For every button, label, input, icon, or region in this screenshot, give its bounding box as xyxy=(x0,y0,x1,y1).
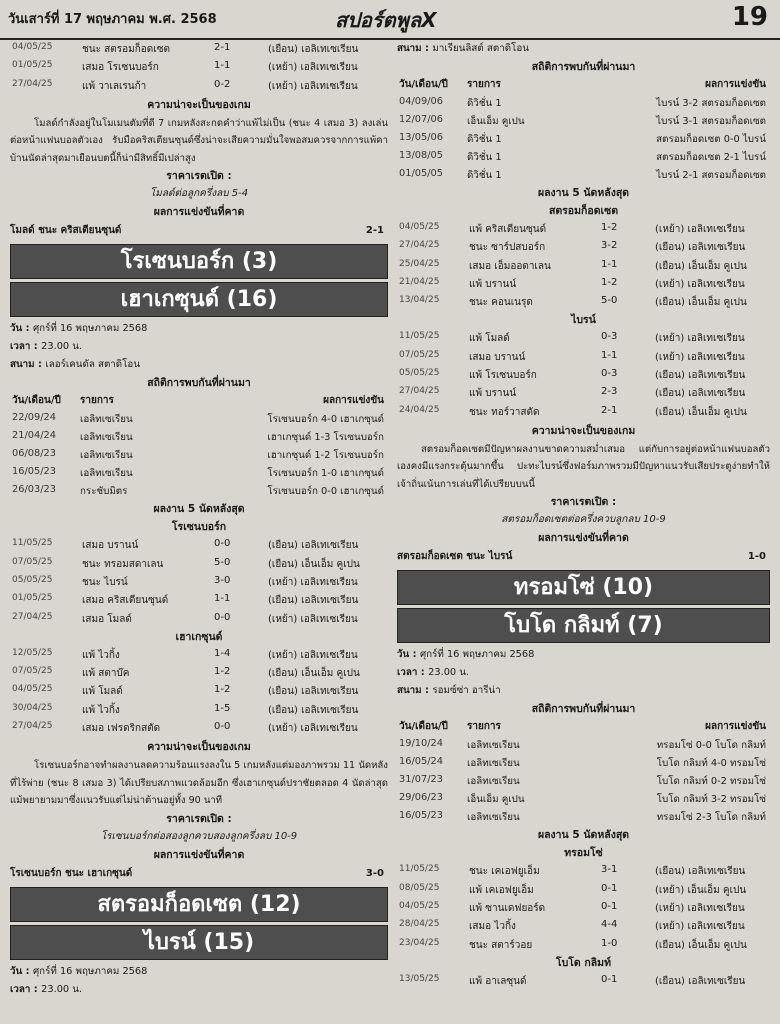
form-date: 24/04/25 xyxy=(399,404,440,415)
form-score: 1-1 xyxy=(214,593,231,605)
form-team-heading: ไบรน์ xyxy=(571,314,596,327)
odds-value: โรเซนบอร์กต่อสองลูกควบสองลูกครึ่งลบ 10-9 xyxy=(100,830,298,842)
form-score: 0-1 xyxy=(601,973,618,985)
h2h-row xyxy=(397,112,770,130)
page-number: 19 xyxy=(731,2,768,32)
prediction-heading: ผลการแข่งขันที่คาด xyxy=(153,848,245,861)
form-venue: (เยือน) เอลิเทเซเรียน xyxy=(655,975,746,987)
h2h-col-comp: รายการ xyxy=(467,79,501,90)
prediction-heading: ผลการแข่งขันที่คาด xyxy=(153,206,245,219)
form-opponent: แพ้ สตาบ๊ค xyxy=(82,668,130,680)
form-venue: (เยือน) เอลิเทเซเรียน xyxy=(655,370,746,382)
form-venue: (เหย้า) เอลิเทเซเรียน xyxy=(268,62,358,74)
probability-text: โรเซนบอร์กอาจทำผลงานลดความร้อนแรงลงใน 5 เกมหลังแต่มองภาพรวม 11 นัดหลังที่ไร้พ่าย (ชนะ 8 เสมอ 3) ได้เปรียบสภาพแวดล้อมอีก ซึ่งเฮาเกซุนด์ปราชัยตลอด 4 นัดล่าสุดแม้พยายามมาซึ่งแนวรับแต่ไม่น่าต้านอยู่ทั้ง 90 นาที xyxy=(10,760,388,807)
match-venue-value: รอมซ์ซ่า อารีน่า xyxy=(432,685,501,697)
form-row xyxy=(10,58,388,76)
form-row xyxy=(10,646,388,664)
form-score: 1-2 xyxy=(601,276,618,288)
h2h-comp: เอ็นเอ็ม คูเปน xyxy=(467,794,525,806)
h2h-col-comp: รายการ xyxy=(80,395,114,407)
h2h-col-date: วัน/เดือน/ปี xyxy=(399,721,448,733)
h2h-result: เฮาเกซุนด์ 1-2 โรเซนบอร์ก xyxy=(267,450,384,462)
form-venue: (เหย้า) เอลิเทเซเรียน xyxy=(268,576,358,588)
h2h-comp: เอลิทเซเรียน xyxy=(80,450,133,462)
form-date: 27/04/25 xyxy=(12,611,53,622)
form-score: 2-3 xyxy=(601,386,618,398)
h2h-row xyxy=(10,464,388,482)
form-date: 27/04/25 xyxy=(12,78,53,89)
team-banner-home: สตรอมก็อดเซต (12) xyxy=(10,887,388,922)
form-score: 5-0 xyxy=(601,295,618,307)
h2h-col-result: ผลการแข่งขัน xyxy=(323,395,384,407)
h2h-comp: ดิวิชั่น 1 xyxy=(467,152,502,163)
h2h-date: 16/05/23 xyxy=(12,466,56,478)
match-day xyxy=(10,320,388,338)
form-score: 2-1 xyxy=(214,42,231,53)
form-date: 07/05/25 xyxy=(12,556,53,567)
probability-heading: ความน่าจะเป็นของเกม xyxy=(531,424,636,437)
probability-text: โมลด์กำลังอยู่ในโมเมนตัมที่ดี 7 เกมหลังสะกดคำว่าแพ้ไม่เป็น (ชนะ 4 เสมอ 3) ลงเล่นต่อหน้าแฟนบอลตัวเอง รับมือคริสเตียนซุนด์ซึ่งน่าจะเสียความมั่นใจพอสมควรจากการแพ้คาบ้านนัดล่าสุดมาเยือนบตนี้ก็น่ามีสิทธิ์มีเปล่าสูง xyxy=(10,117,388,164)
h2h-col-result: ผลการแข่งขัน xyxy=(705,79,766,90)
form-score: 0-0 xyxy=(214,538,231,550)
form-venue: (เหย้า) เอลิเทเซเรียน xyxy=(655,333,745,345)
form-row xyxy=(397,257,770,275)
h2h-col-date: วัน/เดือน/ปี xyxy=(12,395,61,407)
form-opponent: ชนะ สตรอมก็อดเซต xyxy=(82,44,170,55)
h2h-result: ทรอมโซ่ 0-0 โบโด กลิมท์ xyxy=(656,740,766,752)
form-venue: (เหย้า) เอลิเทเซเรียน xyxy=(268,723,358,735)
form-row xyxy=(10,573,388,591)
h2h-row xyxy=(397,790,770,808)
form-row xyxy=(397,862,770,880)
h2h-row xyxy=(10,428,388,446)
form-score: 1-1 xyxy=(601,349,618,361)
form-date: 04/05/25 xyxy=(399,901,440,912)
h2h-comp: เอลิทเซเรียน xyxy=(467,758,520,770)
h2h-date: 26/03/23 xyxy=(12,484,56,496)
h2h-date: 13/08/05 xyxy=(399,150,443,161)
form-score: 1-2 xyxy=(214,666,231,678)
h2h-date: 12/07/06 xyxy=(399,114,443,125)
form-date: 04/05/25 xyxy=(399,222,440,232)
match-time xyxy=(10,338,388,356)
form-venue: (เยือน) เอลิเทเซเรียน xyxy=(268,704,359,716)
form-team-heading: ทรอมโซ่ xyxy=(564,847,603,860)
form-score: 0-1 xyxy=(601,901,618,913)
h2h-heading: สถิติการพบกันที่ผ่านมา xyxy=(531,61,636,73)
h2h-comp: เอลิทเซเรียน xyxy=(467,776,520,788)
form-date: 05/05/25 xyxy=(399,368,440,379)
match-time xyxy=(10,981,388,999)
form-row xyxy=(397,972,770,990)
h2h-comp: เอลิทเซเรียน xyxy=(467,740,520,752)
form-date: 27/04/25 xyxy=(399,386,440,397)
form-team-heading: เฮาเกซุนด์ xyxy=(175,630,223,643)
form-date: 07/05/25 xyxy=(12,666,53,677)
h2h-date: 13/05/06 xyxy=(399,132,443,143)
form-opponent: ชนะ ไบรน์ xyxy=(82,576,128,588)
h2h-date: 21/04/24 xyxy=(12,430,56,442)
h2h-result: สตรอมก็อดเซต 2-1 ไบรน์ xyxy=(656,152,766,163)
form-opponent: แพ้ โมลด์ xyxy=(469,333,510,345)
form-opponent: ชนะ คอนเนรุด xyxy=(469,297,533,309)
h2h-date: 06/08/23 xyxy=(12,448,56,460)
match-day xyxy=(10,963,388,981)
match-day-value: ศุกร์ที่ 16 พฤษภาคม 2568 xyxy=(32,323,148,335)
form-row xyxy=(397,238,770,256)
h2h-comp: ดิวิชั่น 1 xyxy=(467,98,502,109)
match-day-label: วัน : xyxy=(10,965,30,977)
h2h-comp: กระชับมิตร xyxy=(80,486,128,498)
form-date: 11/05/25 xyxy=(399,331,440,342)
form-date: 23/04/25 xyxy=(399,937,440,948)
odds-value: โมลด์ต่อลูกครึ่งลบ 5-4 xyxy=(149,188,249,200)
form-date: 25/04/25 xyxy=(399,258,440,269)
form-row xyxy=(10,77,388,95)
probability-heading: ความน่าจะเป็นของเกม xyxy=(147,98,251,111)
form-score: 1-2 xyxy=(601,222,618,233)
h2h-date: 16/05/24 xyxy=(399,756,443,768)
form-row xyxy=(397,403,770,421)
form-score: 1-0 xyxy=(601,937,618,949)
match-day-label: วัน : xyxy=(10,323,30,335)
h2h-row xyxy=(397,94,770,112)
form-opponent: เสมอ เฟรดริกสตัด xyxy=(82,723,161,735)
form-opponent: เสมอ โมลด์ xyxy=(82,613,132,625)
form-opponent: แพ้ โรเซนบอร์ก xyxy=(469,370,537,382)
prediction-score: 3-0 xyxy=(365,867,384,879)
form-opponent: แพ้ อาเลซุนด์ xyxy=(469,975,527,987)
h2h-col-result: ผลการแข่งขัน xyxy=(705,721,766,733)
match-venue xyxy=(397,682,770,700)
h2h-comp: เอ็นเอ็ม คูเปน xyxy=(467,116,525,127)
form-opponent: ชนะ ทอร์วาสตัด xyxy=(469,406,540,418)
h2h-row xyxy=(397,736,770,754)
form-row xyxy=(397,917,770,935)
h2h-result: โบโด กลิมท์ 4-0 ทรอมโซ่ xyxy=(656,758,766,770)
form-row xyxy=(397,936,770,954)
form-date: 05/05/25 xyxy=(12,574,53,585)
form-venue: (เหย้า) เอ็นเอ็ม คูเปน xyxy=(655,884,747,896)
h2h-result: สตรอมก็อดเซต 0-0 ไบรน์ xyxy=(656,134,766,145)
form-opponent: แพ้ ซานเดฟยอร์ด xyxy=(469,903,546,915)
h2h-heading: สถิติการพบกันที่ผ่านมา xyxy=(531,703,636,716)
team-banner-away: เฮาเกซุนด์ (16) xyxy=(10,282,388,317)
h2h-comp: เอลิทเซเรียน xyxy=(467,812,520,824)
form-opponent: เสมอ บรานน์ xyxy=(469,351,526,363)
form-heading: ผลงาน 5 นัดหลังสุด xyxy=(537,829,630,842)
form-opponent: เสมอ คริสเตียนซุนด์ xyxy=(82,595,169,607)
form-venue: (เยือน) เอ็นเอ็ม คูเปน xyxy=(268,668,360,680)
form-row xyxy=(10,40,388,58)
form-score: 1-4 xyxy=(214,647,231,659)
form-venue: (เหย้า) เอลิเทเซเรียน xyxy=(655,278,745,290)
match-day-value: ศุกร์ที่ 16 พฤษภาคม 2568 xyxy=(32,965,148,977)
prediction-text: โมลด์ ชนะ คริสเตียนซุนด์ xyxy=(10,225,122,237)
form-date: 13/05/25 xyxy=(399,973,440,984)
form-row xyxy=(10,555,388,573)
prediction-heading: ผลการแข่งขันที่คาด xyxy=(538,532,629,545)
form-venue: (เยือน) เอลิเทเซเรียน xyxy=(268,595,359,607)
form-row xyxy=(397,881,770,899)
form-score: 0-3 xyxy=(601,331,618,343)
match-time-value: 23.00 น. xyxy=(41,341,83,353)
h2h-result: ไบรน์ 2-1 สตรอมก็อดเซต xyxy=(656,170,766,181)
h2h-result: เฮาเกซุนด์ 1-3 โรเซนบอร์ก xyxy=(267,432,384,444)
h2h-comp: เอลิทเซเรียน xyxy=(80,432,133,444)
match-time-value: 23.00 น. xyxy=(41,983,83,995)
h2h-result: ไบรน์ 3-2 สตรอมก็อดเซต xyxy=(656,98,766,109)
form-opponent: แพ้ บรานน์ xyxy=(469,388,517,400)
page-header xyxy=(0,0,780,40)
h2h-comp: เอลิทเซเรียน xyxy=(80,468,133,480)
right-column xyxy=(397,40,770,990)
form-venue: (เยือน) เอลิเทเซเรียน xyxy=(268,44,359,55)
form-date: 01/05/25 xyxy=(12,60,53,71)
form-date: 27/04/25 xyxy=(12,721,53,732)
form-score: 0-2 xyxy=(214,78,231,90)
form-venue: (เหย้า) เอลิเทเซเรียน xyxy=(268,649,358,661)
form-date: 13/04/25 xyxy=(399,295,440,306)
form-row xyxy=(10,701,388,719)
form-venue: (เหย้า) เอลิเทเซเรียน xyxy=(655,224,745,235)
form-score: 0-0 xyxy=(214,611,231,623)
form-venue: (เยือน) เอลิเทเซเรียน xyxy=(655,866,746,878)
match-time-label: เวลา : xyxy=(10,983,38,995)
h2h-row xyxy=(397,166,770,184)
form-date: 08/05/25 xyxy=(399,882,440,893)
form-score: 0-1 xyxy=(601,882,618,894)
form-opponent: เสมอ บรานน์ xyxy=(82,540,139,552)
h2h-row xyxy=(397,148,770,166)
form-date: 11/05/25 xyxy=(399,864,440,875)
form-team-heading: โบโด กลิมท์ xyxy=(555,956,612,969)
h2h-row xyxy=(397,808,770,826)
form-row xyxy=(397,348,770,366)
form-opponent: แพ้ โมลด์ xyxy=(82,686,123,698)
form-opponent: แพ้ เคเอฟยูเอ็ม xyxy=(469,884,534,896)
form-row xyxy=(10,664,388,682)
match-venue xyxy=(397,40,770,58)
form-score: 2-1 xyxy=(601,404,618,416)
prediction-text: สตรอมก็อดเซต ชนะ ไบรน์ xyxy=(397,551,513,563)
form-score: 3-1 xyxy=(601,864,618,876)
odds-heading: ราคาเรตเปิด : xyxy=(550,496,617,509)
h2h-table-header xyxy=(397,718,770,736)
match-time xyxy=(397,664,770,682)
form-date: 28/04/25 xyxy=(399,919,440,930)
prediction-line xyxy=(10,221,388,241)
form-date: 04/05/25 xyxy=(12,684,53,695)
h2h-row xyxy=(10,446,388,464)
h2h-row xyxy=(10,482,388,500)
h2h-table-header xyxy=(10,392,388,410)
form-heading: ผลงาน 5 นัดหลังสุด xyxy=(153,503,245,516)
form-opponent: ชนะ สตาร์วอย xyxy=(469,939,533,951)
team-banner-away: ไบรน์ (15) xyxy=(10,925,388,960)
prediction-score: 2-1 xyxy=(365,225,384,237)
form-opponent: แพ้ บรานน์ xyxy=(469,278,517,290)
match-time-value: 23.00 น. xyxy=(428,667,470,679)
h2h-date: 31/07/23 xyxy=(399,774,443,786)
prediction-line xyxy=(397,547,770,567)
probability-heading: ความน่าจะเป็นของเกม xyxy=(147,741,251,754)
form-row xyxy=(10,610,388,628)
form-score: 1-2 xyxy=(214,684,231,696)
form-venue: (เหย้า) เอลิเทเซเรียน xyxy=(268,80,358,92)
form-venue: (เหย้า) เอลิเทเซเรียน xyxy=(655,921,745,933)
match-time-label: เวลา : xyxy=(10,341,38,353)
h2h-col-date: วัน/เดือน/ปี xyxy=(399,79,448,90)
form-row xyxy=(397,384,770,402)
h2h-row xyxy=(397,130,770,148)
h2h-date: 22/09/24 xyxy=(12,412,56,424)
h2h-date: 19/10/24 xyxy=(399,738,443,750)
form-row xyxy=(397,329,770,347)
form-venue: (เหย้า) เอลิเทเซเรียน xyxy=(655,351,745,363)
form-row xyxy=(10,682,388,700)
form-opponent: เสมอ โรเซนบอร์ก xyxy=(82,62,159,74)
left-column xyxy=(10,40,388,999)
form-date: 07/05/25 xyxy=(399,349,440,360)
h2h-result: โรเซนบอร์ก 4-0 เฮาเกซุนด์ xyxy=(267,414,384,426)
form-date: 12/05/25 xyxy=(12,647,53,658)
form-venue: (เหย้า) เอลิเทเซเรียน xyxy=(655,903,745,915)
h2h-table-header xyxy=(397,76,770,94)
form-opponent: ชนะ ซาร์ปสบอร์ก xyxy=(469,242,546,254)
h2h-row xyxy=(397,754,770,772)
form-venue: (เยือน) เอ็นเอ็ม คูเปน xyxy=(655,260,747,272)
form-row xyxy=(397,366,770,384)
h2h-comp: ดิวิชั่น 1 xyxy=(467,134,502,145)
form-venue: (เยือน) เอลิเทเซเรียน xyxy=(268,686,359,698)
h2h-comp: ดิวิชั่น 1 xyxy=(467,170,502,181)
odds-heading: ราคาเรตเปิด : xyxy=(166,170,232,183)
h2h-result: โบโด กลิมท์ 0-2 ทรอมโซ่ xyxy=(656,776,766,788)
form-row xyxy=(10,536,388,554)
form-venue: (เยือน) เอ็นเอ็ม คูเปน xyxy=(655,939,747,951)
match-day xyxy=(397,646,770,664)
form-score: 1-1 xyxy=(214,60,231,72)
prediction-text: โรเซนบอร์ก ชนะ เฮาเกซุนด์ xyxy=(10,867,133,879)
form-row xyxy=(397,220,770,238)
form-score: 1-1 xyxy=(601,258,618,270)
form-score: 4-4 xyxy=(601,919,618,931)
form-venue: (เยือน) เอลิเทเซเรียน xyxy=(655,242,746,254)
form-date: 11/05/25 xyxy=(12,538,53,549)
form-score: 5-0 xyxy=(214,556,231,568)
match-venue-label: สนาม : xyxy=(397,43,429,54)
form-opponent: แพ้ ไวกิ้ง xyxy=(82,704,120,716)
form-date: 01/05/25 xyxy=(12,593,53,604)
h2h-heading: สถิติการพบกันที่ผ่านมา xyxy=(147,377,251,390)
team-banner-home: โรเซนบอร์ก (3) xyxy=(10,244,388,279)
form-opponent: แพ้ วาเลเรนก้า xyxy=(82,80,147,92)
h2h-result: ทรอมโซ่ 2-3 โบโด กลิมท์ xyxy=(656,812,766,824)
form-score: 3-0 xyxy=(214,574,231,586)
form-date: 30/04/25 xyxy=(12,702,53,713)
form-opponent: เสมอ ไวกิ้ง xyxy=(469,921,516,933)
match-venue-value: เลอร์เคนดัล สตาดิโอน xyxy=(45,359,141,371)
h2h-comp: เอลิทเซเรียน xyxy=(80,414,133,426)
form-date: 27/04/25 xyxy=(399,240,440,251)
h2h-row xyxy=(10,410,388,428)
match-day-value: ศุกร์ที่ 16 พฤษภาคม 2568 xyxy=(419,649,535,661)
form-date: 04/05/25 xyxy=(12,42,53,52)
form-venue: (เยือน) เอลิเทเซเรียน xyxy=(655,388,746,400)
form-heading: ผลงาน 5 นัดหลังสุด xyxy=(537,187,630,199)
form-opponent: เสมอ เอ็มออดาเลน xyxy=(469,260,551,272)
form-venue: (เยือน) เอ็นเอ็ม คูเปน xyxy=(268,558,360,570)
form-date: 21/04/25 xyxy=(399,276,440,287)
form-opponent: ชนะ เคเอฟยูเอ็ม xyxy=(469,866,540,878)
form-score: 0-0 xyxy=(214,721,231,733)
form-row xyxy=(397,899,770,917)
form-opponent: แพ้ ไวกิ้ง xyxy=(82,649,120,661)
h2h-result: โรเซนบอร์ก 0-0 เฮาเกซุนด์ xyxy=(267,486,384,498)
form-team-heading: โรเซนบอร์ก xyxy=(171,521,227,534)
form-venue: (เหย้า) เอลิเทเซเรียน xyxy=(268,613,358,625)
match-venue xyxy=(10,356,388,374)
h2h-date: 16/05/23 xyxy=(399,810,443,822)
h2h-result: ไบรน์ 3-1 สตรอมก็อดเซต xyxy=(656,116,766,127)
h2h-row xyxy=(397,772,770,790)
form-score: 0-3 xyxy=(601,368,618,380)
top-form-list xyxy=(10,40,388,95)
match-day-label: วัน : xyxy=(397,649,417,661)
issue-date: วันเสาร์ที่ 17 พฤษภาคม พ.ศ. 2568 xyxy=(8,12,217,27)
match-venue-label: สนาม : xyxy=(10,359,42,371)
form-opponent: แพ้ คริสเตียนซุนด์ xyxy=(469,224,547,235)
team-banner-home: ทรอมโซ่ (10) xyxy=(397,570,770,605)
prediction-score: 1-0 xyxy=(747,551,766,563)
form-venue: (เยือน) เอ็นเอ็ม คูเปน xyxy=(655,406,747,418)
odds-heading: ราคาเรตเปิด : xyxy=(166,812,232,825)
form-row xyxy=(397,293,770,311)
h2h-date: 01/05/05 xyxy=(399,168,443,179)
form-team-heading: สตรอมก็อดเซต xyxy=(548,205,619,217)
h2h-result: โรเซนบอร์ก 1-0 เฮาเกซุนด์ xyxy=(267,468,384,480)
h2h-result: โบโด กลิมท์ 3-2 ทรอมโซ่ xyxy=(656,794,766,806)
odds-value: สตรอมก็อดเซตต่อครึ่งควบลูกลบ 10-9 xyxy=(501,514,666,526)
probability-text: สตรอมก็อดเซตมีปัญหาผลงานขาดความสม่ำเสมอ แต่กับการอยู่ต่อหน้าแฟนบอลตัวเองคงมีแรงกระตุ้นมากขึ้น ปะทะไบรน์ซึ่งฟอร์มภาพรวมมีปัญหาแนวรับเสียประตูง่ายทำให้เจ้าถิ่นเน้นการเล่นที่ได้เปรียบบนนี้ xyxy=(397,443,770,490)
form-opponent: ชนะ ทรอมสดาเลน xyxy=(82,558,164,570)
h2h-date: 29/06/23 xyxy=(399,792,443,804)
form-venue: (เยือน) เอ็นเอ็ม คูเปน xyxy=(655,297,747,309)
form-row xyxy=(397,275,770,293)
match-time-label: เวลา : xyxy=(397,667,425,679)
match-venue-label: สนาม : xyxy=(397,685,429,697)
form-score: 1-5 xyxy=(214,702,231,714)
form-venue: (เยือน) เอลิเทเซเรียน xyxy=(268,540,359,552)
form-row xyxy=(10,591,388,609)
team-banner-away: โบโด กลิมท์ (7) xyxy=(397,608,770,643)
h2h-col-comp: รายการ xyxy=(467,721,501,733)
h2h-date: 04/09/06 xyxy=(399,96,443,107)
newspaper-logo: สปอร์ตพูลX xyxy=(335,8,437,32)
prediction-line xyxy=(10,864,388,884)
form-row xyxy=(10,719,388,737)
match-venue-value: มาเรียนลิสต์ สตาดิโอน xyxy=(432,43,529,54)
form-score: 3-2 xyxy=(601,240,618,252)
